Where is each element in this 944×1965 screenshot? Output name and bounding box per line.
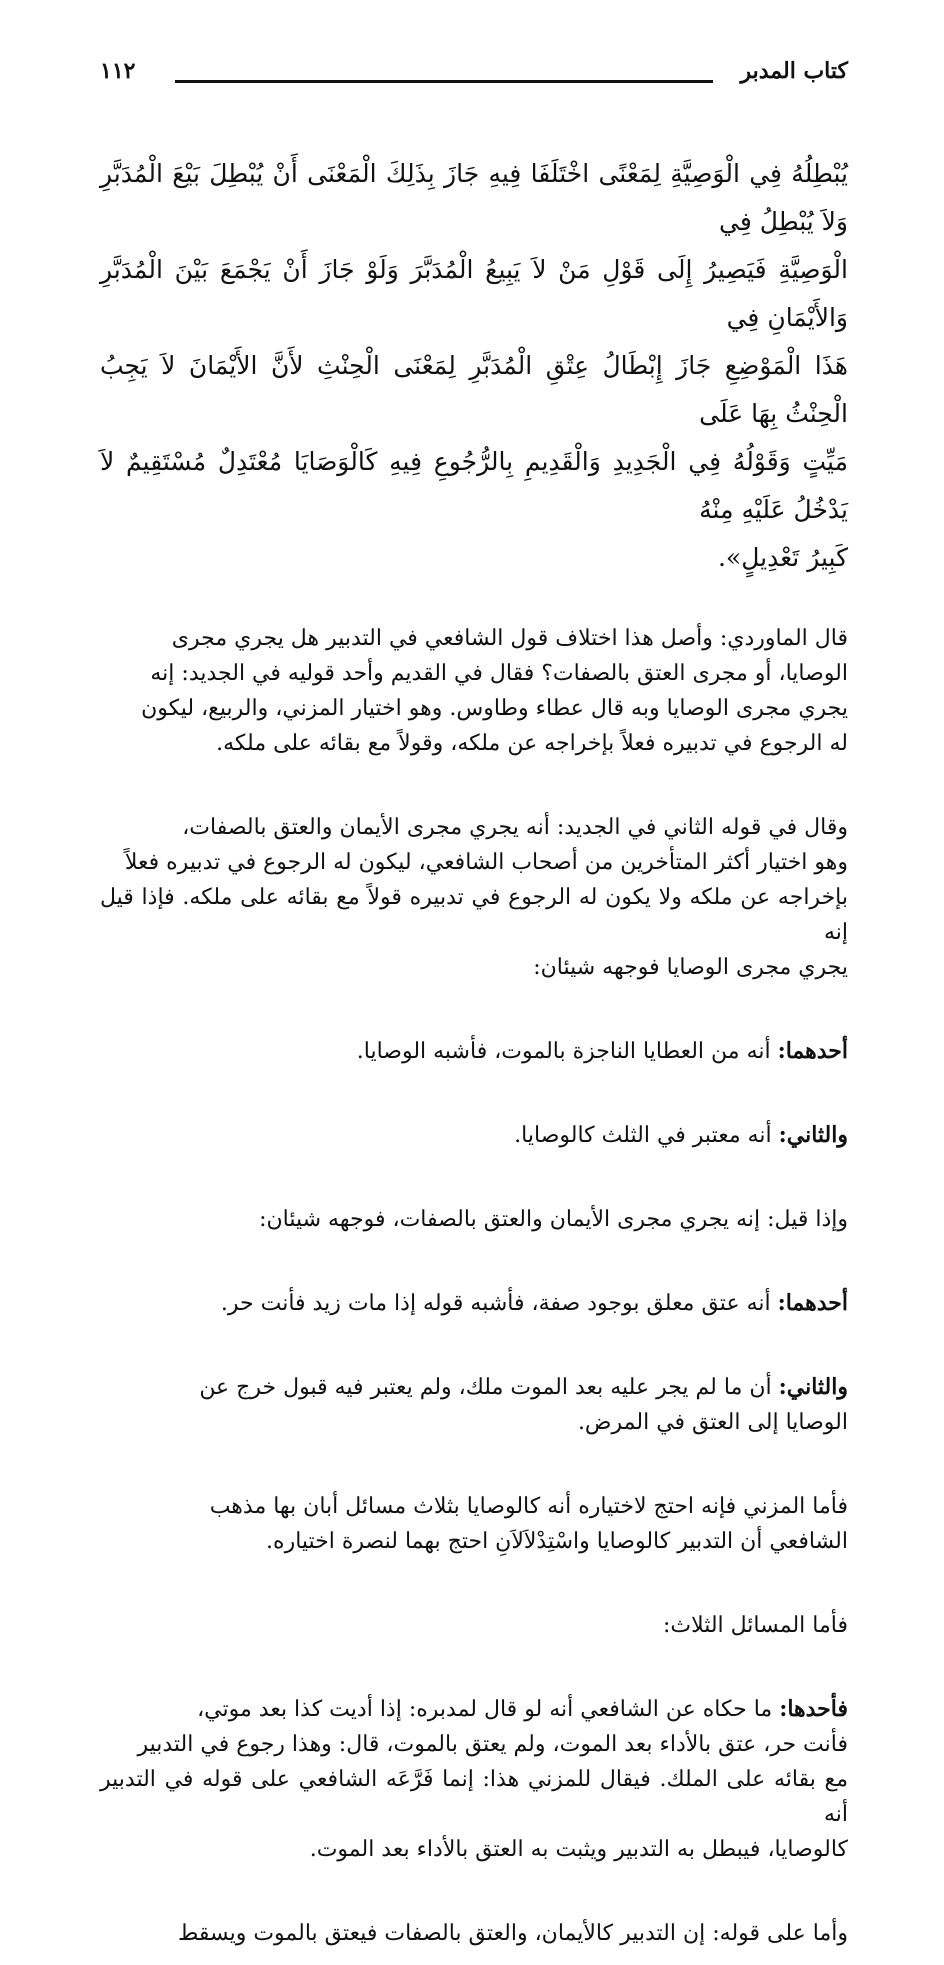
paragraph-text: أنه عتق معلق بوجود صفة، فأشبه قوله إذا مات زيد فأنت حر.	[220, 1291, 778, 1316]
paragraph-text: وأما على قوله: إن التدبير كالأيمان، والعتق بالصفات فيعتق بالموت ويسقط	[177, 1921, 848, 1946]
paragraph-text: أنه من العطايا الناجزة بالموت، فأشبه الوصايا.	[356, 1039, 778, 1064]
paragraph-text: فأما المسائل الثلاث:	[662, 1613, 848, 1638]
book-title: كتاب المدبر	[740, 58, 848, 84]
paragraph-text: أن ما لم يجر عليه بعد الموت ملك، ولم يعتبر فيه قبول خرج عن الوصايا إلى العتق في المرض.	[199, 1375, 848, 1435]
paragraph	[100, 999, 848, 1069]
paragraph	[100, 1167, 848, 1237]
paragraph-lead: والثاني:	[778, 1122, 848, 1148]
paragraph-lead: أحدهما:	[777, 1038, 848, 1064]
paragraph	[100, 1454, 848, 1559]
paragraph	[100, 1083, 848, 1153]
paragraph-text: وقال في قوله الثاني في الجديد: أنه يجري مجرى الأيمان والعتق بالصفات، وهو اختيار أكثر المتأخرين من أصحاب الشافعي، ليكون له الرجوع في تدبيره فعلاً بإخراجه عن ملكه ولا يكون له الرجوع في تدبيره قولاً مع بقائه على ملكه. فإذا قيل إنه يجري مجرى الوصايا فوجهه شيئان:	[100, 815, 848, 980]
page-body	[100, 102, 848, 1965]
paragraph	[100, 1881, 848, 1951]
paragraph	[100, 1251, 848, 1321]
page-header	[100, 58, 848, 92]
paragraph	[100, 1657, 848, 1867]
paragraph	[100, 1335, 848, 1440]
page-number: ١١٢	[100, 58, 136, 84]
paragraph-text: وإذا قيل: إنه يجري مجرى الأيمان والعتق بالصفات، فوجهه شيئان:	[259, 1207, 848, 1232]
paragraph-lead: فأحدها:	[779, 1696, 848, 1722]
header-divider	[175, 80, 713, 83]
paragraph	[100, 586, 848, 761]
paragraph-lead: والثاني:	[778, 1374, 848, 1400]
paragraph-text: ما حكاه عن الشافعي أنه لو قال لمدبره: إذا أديت كذا بعد موتي، فأنت حر، عتق بالأداء بعد الموت، ولم يعتق بالموت، قال: وهذا رجوع في التدبير مع بقائه على الملك. فيقال للمزني هذا: إنما فَرَّعَه الشافعي على قوله في التدبير أنه كالوصايا، فيبطل به التدبير ويثبت به العتق بالأداء بعد الموت.	[100, 1697, 848, 1862]
paragraph-text: فأما المزني فإنه احتج لاختياره أنه كالوصايا بثلاث مسائل أبان بها مذهب الشافعي أن التدبير كالوصايا واسْتِدْلاَلاَنِ احتج بهما لنصرة اختياره.	[209, 1494, 848, 1554]
paragraph-text: أنه معتبر في الثلث كالوصايا.	[514, 1123, 779, 1148]
paragraph-text: قال الماوردي: وأصل هذا اختلاف قول الشافعي في التدبير هل يجري مجرى الوصايا، أو مجرى العتق بالصفات؟ فقال في القديم وأحد قوليه في الجديد: إنه يجري مجرى الوصايا وبه قال عطاء وطاوس. وهو اختيار المزني، والربيع، ليكون له الرجوع في تدبيره فعلاً بإخراجه عن ملكه، وقولاً مع بقائه على ملكه.	[141, 626, 848, 756]
paragraph	[100, 775, 848, 985]
paragraph-lead: أحدهما:	[777, 1290, 848, 1316]
quoted-text	[100, 102, 848, 582]
paragraph	[100, 1573, 848, 1643]
paragraph-text: يُبْطِلُهُ فِي الْوَصِيَّةِ لِمَعْنًى اخْتَلَفَا فِيهِ جَازَ بِذَلِكَ الْمَعْنَى أَنْ يُبْطِلَ بَيْعَ الْمُدَبَّرِ وَلاَ يُبْطِلُ فِي الْوَصِيَّةِ فَيَصِيرُ إِلَى قَوْلِ مَنْ لاَ يَبِيعُ الْمُدَبَّرَ وَلَوْ جَازَ أَنْ يَجْمَعَ بَيْنَ الْمُدَبَّرِ وَالأَيْمَانِ فِي هَذَا الْمَوْضِعِ جَازَ إِبْطَالُ عِتْقِ الْمُدَبَّرِ لِمَعْنَى الْحِنْثِ لأَنَّ الأَيْمَانَ لاَ يَجِبُ الْحِنْثُ بِهَا عَلَى مَيِّتٍ وَقَوْلُهُ فِي الْجَدِيدِ وَالْقَدِيمِ بِالرُّجُوعِ فِيهِ كَالْوَصَايَا مُعْتَدِلٌ مُسْتَقِيمٌ لاَ يَدْخُلُ عَلَيْهِ مِنْهُ كَبِيرُ تَعْدِيلٍ».	[100, 159, 848, 572]
